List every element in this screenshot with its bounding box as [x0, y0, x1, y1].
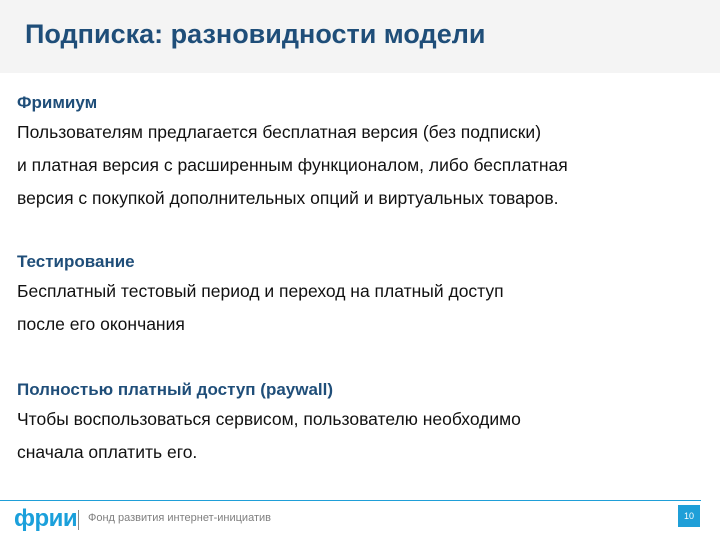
organization-name: Фонд развития интернет-инициатив	[88, 512, 271, 524]
section-heading: Тестирование	[17, 252, 135, 271]
section-freemium	[17, 90, 707, 215]
slide-content	[17, 90, 707, 469]
section-text-line: Бесплатный тестовый период и переход на платный доступ	[17, 281, 504, 301]
section-heading: Полностью платный доступ (paywall)	[17, 380, 334, 399]
section-text-line: Пользователям предлагается бесплатная версия (без подписки)	[17, 122, 542, 142]
section-text-line: сначала оплатить его.	[17, 442, 198, 462]
section-text-line: после его окончания	[17, 314, 185, 334]
section-paywall	[17, 377, 707, 469]
section-text-line: и платная версия с расширенным функционалом, либо бесплатная	[17, 155, 568, 175]
section-trial	[17, 249, 707, 341]
footer-divider	[0, 500, 701, 501]
section-heading: Фримиум	[17, 93, 98, 112]
page-number-badge: 10	[678, 505, 700, 527]
section-text-line: версия с покупкой дополнительных опций и виртуальных товаров.	[17, 188, 559, 208]
logo-separator	[78, 510, 79, 530]
frii-logo: фрии	[14, 505, 78, 532]
slide-title: Подписка: разновидности модели	[25, 19, 486, 49]
section-text-line: Чтобы воспользоваться сервисом, пользователю необходимо	[17, 409, 521, 429]
